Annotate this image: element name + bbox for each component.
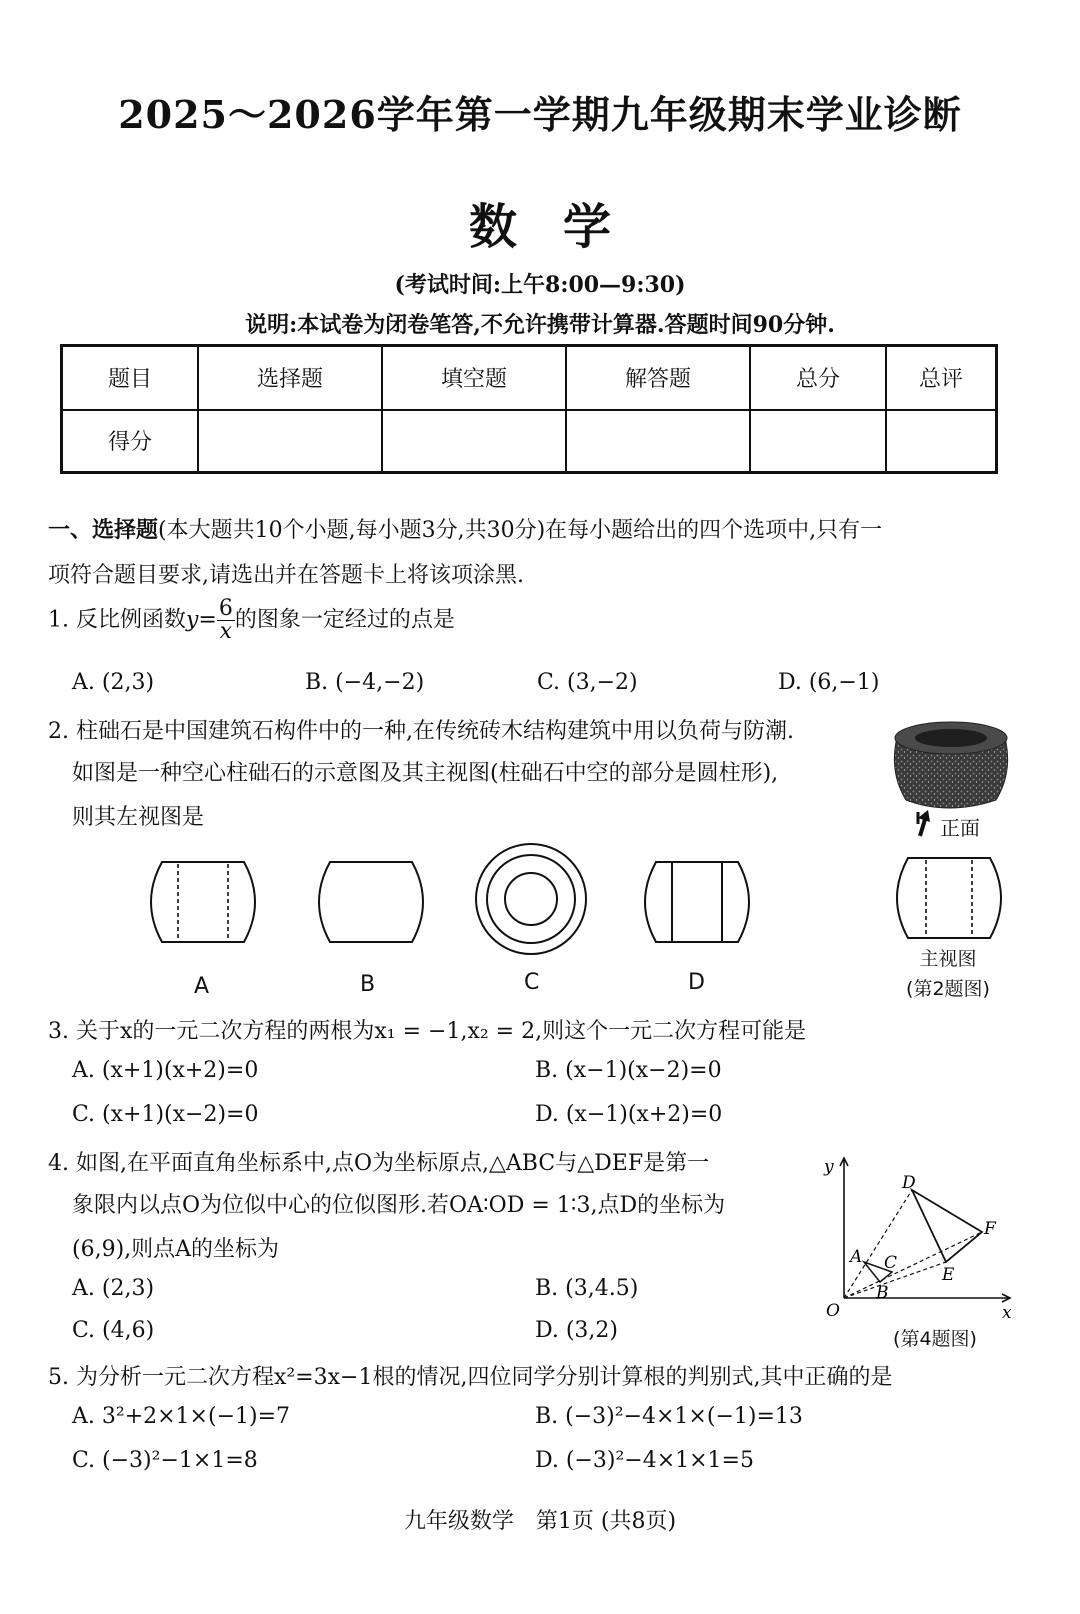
- q4-line1: 4. 如图,在平面直角坐标系中,点O为坐标原点,△ABC与△DEF是第一: [48, 1151, 710, 1176]
- section1-desc-line2: 项符合题目要求,请选出并在答题卡上将该项涂黑.: [48, 563, 524, 588]
- q2-option-c-figure[interactable]: [472, 840, 590, 958]
- q2-line3: 则其左视图是: [72, 805, 205, 830]
- fig-b-label: B: [876, 1283, 889, 1303]
- q4-line2: 象限内以点O为位似中心的位似图形.若OA∶OD = 1∶3,点D的坐标为: [72, 1193, 726, 1218]
- fig-f-label: F: [984, 1219, 996, 1239]
- q4-option-a[interactable]: A. (2,3): [72, 1276, 155, 1301]
- q1-option-b[interactable]: B. (−4,−2): [305, 670, 425, 695]
- score-header-choice: 选择题: [198, 346, 382, 410]
- q3-stem: 3. 关于x的一元二次方程的两根为x₁ = −1,x₂ = 2,则这个一元二次方程可能是: [48, 1019, 807, 1044]
- q1-prefix: 1. 反比例函数: [48, 607, 186, 633]
- q1-den: x: [219, 619, 233, 644]
- q2-option-b-figure[interactable]: [308, 858, 434, 948]
- score-header-total: 总分: [750, 346, 886, 410]
- q4-coordinate-figure: [818, 1150, 1018, 1322]
- score-cell: [198, 410, 382, 473]
- fig-x-label: x: [1002, 1303, 1012, 1322]
- q1-num: 6: [218, 596, 233, 621]
- score-cell: [566, 410, 750, 473]
- fig-a-label: A: [850, 1247, 863, 1267]
- q3-option-b[interactable]: B. (x−1)(x−2)=0: [535, 1058, 722, 1083]
- q1-stem: [48, 598, 455, 643]
- subject-title: 数学: [468, 199, 657, 255]
- q2-main-view-figure: [886, 854, 1012, 944]
- q1-y: y=: [185, 607, 217, 633]
- q2-label-c: C: [524, 970, 540, 995]
- section1-intro: [48, 508, 1038, 598]
- q5-option-a[interactable]: A. 3²+2×1×(−1)=7: [72, 1404, 291, 1429]
- q5-option-b[interactable]: B. (−3)²−4×1×(−1)=13: [535, 1404, 803, 1429]
- q1-option-c[interactable]: C. (3,−2): [537, 670, 638, 695]
- q2-line2: 如图是一种空心柱础石的示意图及其主视图(柱础石中空的部分是圆柱形),: [72, 761, 779, 786]
- q2-figure-caption: (第2题图): [906, 978, 990, 1000]
- fig-o-label: O: [826, 1301, 840, 1321]
- q1-option-d[interactable]: D. (6,−1): [778, 670, 880, 695]
- q5-option-d[interactable]: D. (−3)²−4×1×1=5: [535, 1448, 754, 1473]
- q3-option-c[interactable]: C. (x+1)(x−2)=0: [72, 1102, 259, 1127]
- q5-stem: 5. 为分析一元二次方程x²=3x−1根的情况,四位同学分别计算根的判别式,其中正确的是: [48, 1365, 893, 1390]
- q4-line3: (6,9),则点A的坐标为: [72, 1237, 280, 1262]
- q3-option-a[interactable]: A. (x+1)(x+2)=0: [72, 1058, 259, 1083]
- q2-label-a: A: [194, 974, 210, 999]
- score-header-answer: 解答题: [566, 346, 750, 410]
- q2-label-b: B: [360, 972, 376, 997]
- q2-option-a-figure[interactable]: [140, 858, 266, 948]
- q1-suffix: 的图象一定经过的点是: [234, 607, 455, 633]
- section1-heading: 一、选择题: [48, 517, 159, 543]
- q2-main-view-label: 主视图: [919, 948, 977, 970]
- score-table: [60, 344, 998, 474]
- score-header-item: 题目: [62, 346, 199, 410]
- front-label: 正面: [940, 816, 980, 840]
- q1-fraction: [217, 598, 235, 643]
- q4-option-d[interactable]: D. (3,2): [535, 1318, 618, 1343]
- exam-time: (考试时间:上午8:00—9:30): [394, 272, 686, 298]
- q2-line1: 2. 柱础石是中国建筑石构件中的一种,在传统砖木结构建筑中用以负荷与防潮.: [48, 719, 794, 744]
- score-cell: [750, 410, 886, 473]
- section1-desc-line1: (本大题共10个小题,每小题3分,共30分)在每小题给出的四个选项中,只有一: [158, 518, 883, 543]
- front-arrow-icon: [912, 808, 934, 838]
- exam-title: 2025～2026学年第一学期九年级期末学业诊断: [118, 92, 962, 137]
- score-cell: [382, 410, 566, 473]
- q2-label-d: D: [688, 970, 705, 995]
- q3-option-d[interactable]: D. (x−1)(x+2)=0: [535, 1102, 723, 1127]
- fig-e-label: E: [942, 1265, 955, 1285]
- fig-d-label: D: [902, 1173, 916, 1193]
- score-header-fill: 填空题: [382, 346, 566, 410]
- q5-option-c[interactable]: C. (−3)²−1×1=8: [72, 1448, 258, 1473]
- exam-note: 说明:本试卷为闭卷笔答,不允许携带计算器.答题时间90分钟.: [245, 312, 835, 338]
- q1-option-a[interactable]: A. (2,3): [72, 670, 155, 695]
- q2-option-d-figure[interactable]: [634, 858, 760, 948]
- fig-c-label: C: [884, 1253, 898, 1273]
- q4-figure-caption: (第4题图): [893, 1328, 977, 1350]
- q4-option-b[interactable]: B. (3,4.5): [535, 1276, 639, 1301]
- fig-y-label: y: [824, 1157, 834, 1177]
- score-cell: [886, 410, 997, 473]
- page-footer: 九年级数学 第1页 (共8页): [403, 1509, 677, 1534]
- q4-option-c[interactable]: C. (4,6): [72, 1318, 155, 1343]
- score-header-review: 总评: [886, 346, 997, 410]
- score-row-label: 得分: [62, 410, 199, 473]
